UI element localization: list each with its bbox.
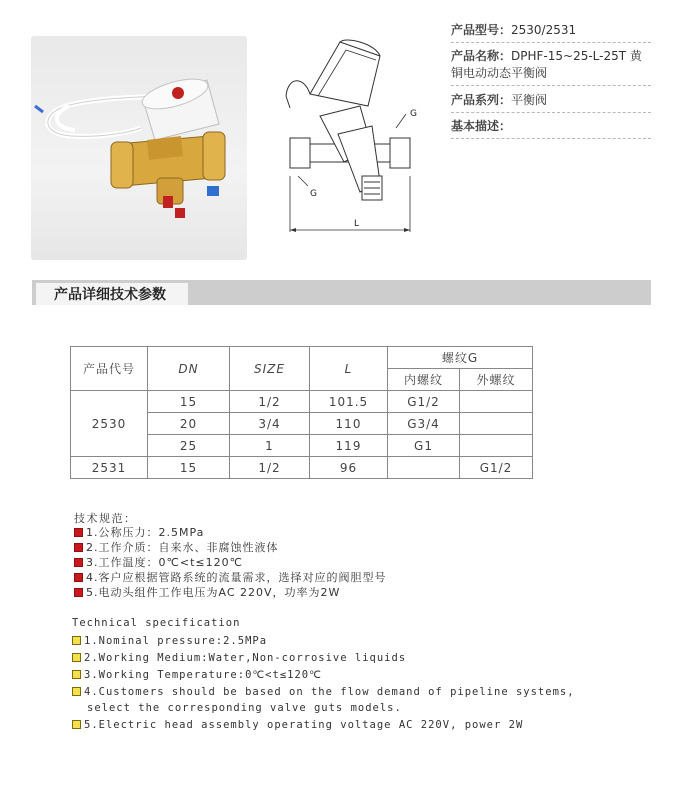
- spec-en-item: 1.Nominal pressure:2.5MPa: [72, 634, 267, 648]
- size-cell: 1/2: [230, 391, 310, 413]
- technical-drawing: [280, 36, 440, 244]
- header-thread: 螺纹G: [388, 347, 533, 369]
- yellow-square-bullet-icon: [72, 636, 81, 645]
- header-l: L: [310, 347, 388, 391]
- code-cell: 2531: [71, 457, 148, 479]
- info-series: [451, 92, 651, 113]
- red-square-bullet-icon: [74, 558, 83, 567]
- yellow-square-bullet-icon: [72, 670, 81, 679]
- inner-cell: G1/2: [388, 391, 460, 413]
- l-cell: 119: [310, 435, 388, 457]
- valve-dimension-drawing: [280, 36, 440, 244]
- header-dn: DN: [148, 347, 230, 391]
- thread-label-bottom: G: [310, 189, 317, 199]
- name-value: DPHF-15~25-L-25T 黄铜电动动态平衡阀: [451, 49, 642, 80]
- table-row: [71, 391, 533, 413]
- info-description: [451, 118, 651, 139]
- spec-cn-title: 技术规范：: [74, 512, 137, 525]
- dn-cell: 25: [148, 435, 230, 457]
- inner-cell: G1: [388, 435, 460, 457]
- table-row: [71, 457, 533, 479]
- spec-en-item: 2.Working Medium:Water,Non-corrosive liquids: [72, 651, 406, 665]
- section-title: 产品详细技术参数: [36, 283, 188, 305]
- yellow-square-bullet-icon: [72, 687, 81, 696]
- info-name: [451, 48, 651, 86]
- spec-cn-item: 2.工作介质：自来水、非腐蚀性液体: [74, 541, 279, 555]
- description-label: 基本描述：: [451, 119, 512, 133]
- spec-table: [70, 346, 533, 479]
- l-cell: 110: [310, 413, 388, 435]
- spec-en-item: 3.Working Temperature:0℃<t≤120℃: [72, 668, 322, 682]
- l-cell: 96: [310, 457, 388, 479]
- spec-en-item: 4.Customers should be based on the flow demand of pipeline systems,: [72, 685, 575, 699]
- dn-cell: 15: [148, 391, 230, 413]
- size-cell: 1: [230, 435, 310, 457]
- dn-cell: 15: [148, 457, 230, 479]
- name-label: 产品名称：: [451, 49, 512, 63]
- inner-cell: G3/4: [388, 413, 460, 435]
- spec-en-item-continuation: select the corresponding valve guts models.: [87, 702, 402, 714]
- spec-cn-item: 3.工作温度：0℃<t≤120℃: [74, 556, 243, 570]
- red-square-bullet-icon: [74, 588, 83, 597]
- red-square-bullet-icon: [74, 573, 83, 582]
- header-code: 产品代号: [71, 347, 148, 391]
- inner-cell: [388, 457, 460, 479]
- header-inner-thread: 内螺纹: [388, 369, 460, 391]
- yellow-square-bullet-icon: [72, 653, 81, 662]
- l-cell: 101.5: [310, 391, 388, 413]
- spec-cn-item: 5.电动头组件工作电压为AC 220V，功率为2W: [74, 586, 340, 600]
- spec-cn-item: 1.公称压力：2.5MPa: [74, 526, 204, 540]
- spec-cn-item: 4.客户应根据管路系统的流量需求，选择对应的阀胆型号: [74, 571, 387, 585]
- series-value: 平衡阀: [511, 93, 548, 107]
- dn-cell: 20: [148, 413, 230, 435]
- product-photo: [31, 36, 247, 260]
- red-square-bullet-icon: [74, 528, 83, 537]
- model-value: 2530/2531: [511, 23, 577, 37]
- outer-cell: [460, 413, 533, 435]
- red-square-bullet-icon: [74, 543, 83, 552]
- outer-cell: G1/2: [460, 457, 533, 479]
- outer-cell: [460, 391, 533, 413]
- size-cell: 3/4: [230, 413, 310, 435]
- spec-en-title: Technical specification: [72, 617, 241, 629]
- header-outer-thread: 外螺纹: [460, 369, 533, 391]
- model-label: 产品型号：: [451, 23, 512, 37]
- spec-en-item: 5.Electric head assembly operating voltage AC 220V, power 2W: [72, 718, 523, 732]
- yellow-square-bullet-icon: [72, 720, 81, 729]
- valve-photo-illustration: [31, 36, 247, 260]
- series-label: 产品系列：: [451, 93, 512, 107]
- thread-label-top: G: [410, 109, 417, 119]
- group-code-cell: 2530: [71, 391, 148, 457]
- size-cell: 1/2: [230, 457, 310, 479]
- info-model: [451, 22, 651, 43]
- outer-cell: [460, 435, 533, 457]
- header-size: SIZE: [230, 347, 310, 391]
- length-label: L: [354, 219, 360, 229]
